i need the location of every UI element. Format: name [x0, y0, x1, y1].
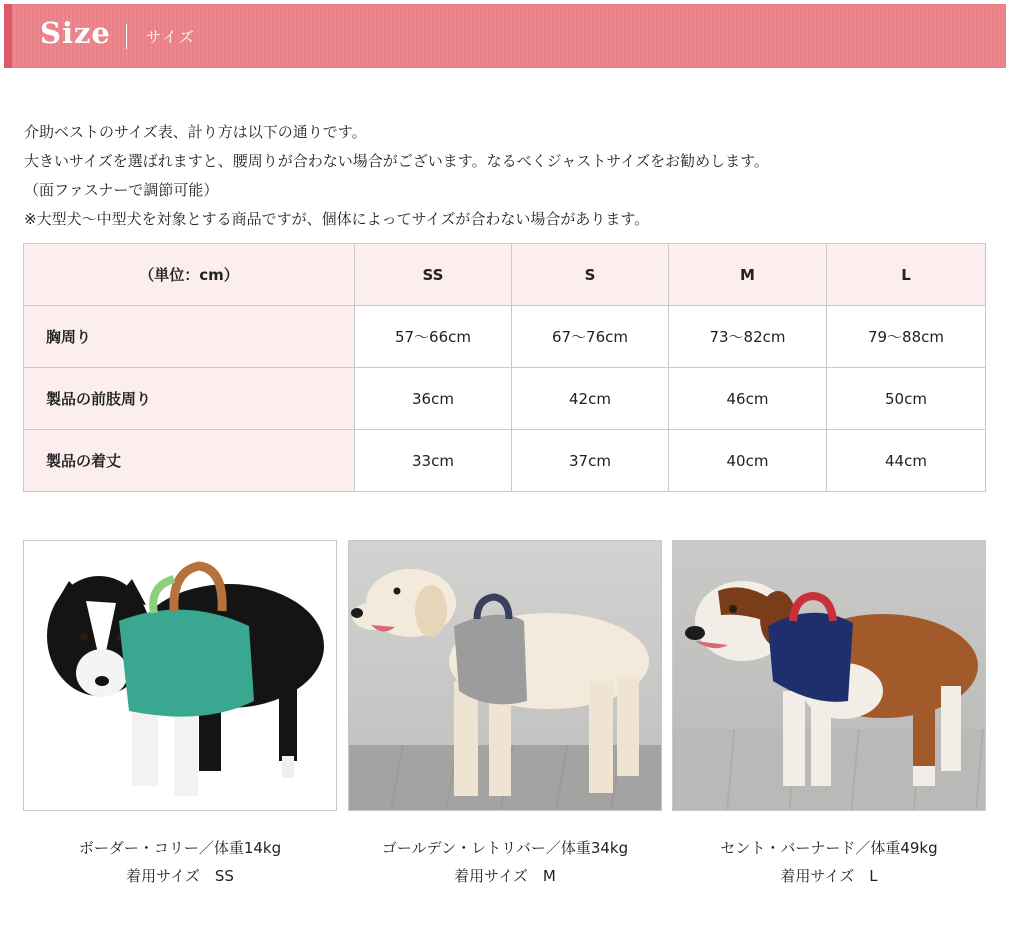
table-header-row [24, 244, 986, 306]
row-label: 胸周り [24, 306, 355, 368]
table-cell: 73～82cm [669, 306, 827, 368]
photo-gallery [23, 540, 987, 900]
photo-caption [348, 834, 662, 890]
dog-breed-weight: ゴールデン・レトリバー／体重34kg [381, 839, 629, 857]
table-cell: 79～88cm [827, 306, 986, 368]
section-header [4, 4, 1006, 68]
table-cell: 67～76cm [512, 306, 669, 368]
table-cell: 57～66cm [355, 306, 512, 368]
section-subtitle: サイズ [146, 28, 196, 46]
worn-size: 着用サイズ L [780, 867, 878, 885]
size-table [23, 243, 986, 492]
size-header: S [512, 244, 669, 306]
photo-caption [672, 834, 986, 890]
table-cell: 37cm [512, 430, 669, 492]
photo-caption [23, 834, 337, 890]
worn-size: 着用サイズ SS [126, 867, 234, 885]
worn-size: 着用サイズ M [454, 867, 556, 885]
intro-line: ※大型犬～中型犬を対象とする商品ですが、個体によってサイズが合わない場合があります。 [24, 210, 650, 228]
intro-text [24, 118, 769, 234]
table-cell: 50cm [827, 368, 986, 430]
table-row [24, 430, 986, 492]
table-cell: 40cm [669, 430, 827, 492]
photo-card [23, 540, 337, 890]
table-cell: 46cm [669, 368, 827, 430]
table-cell: 33cm [355, 430, 512, 492]
row-label: 製品の前肢周り [24, 368, 355, 430]
dog-photo [348, 540, 662, 811]
dog-photo [23, 540, 337, 811]
table-cell: 44cm [827, 430, 986, 492]
dog-breed-weight: セント・バーナード／体重49kg [720, 839, 938, 857]
size-header: L [827, 244, 986, 306]
table-cell: 42cm [512, 368, 669, 430]
intro-line: 介助ベストのサイズ表、計り方は以下の通りです。 [24, 123, 367, 141]
table-cell: 36cm [355, 368, 512, 430]
intro-line: 大きいサイズを選ばれますと、腰周りが合わない場合がございます。なるべくジャストサイズをお勧めします。 [24, 152, 769, 170]
title-divider [126, 24, 127, 49]
intro-line: （面ファスナーで調節可能） [24, 181, 219, 199]
photo-card [672, 540, 986, 890]
size-header: SS [355, 244, 512, 306]
dog-breed-weight: ボーダー・コリー／体重14kg [78, 839, 282, 857]
row-label: 製品の着丈 [24, 430, 355, 492]
unit-label: （単位：cm） [24, 244, 355, 306]
section-title: Size [40, 16, 111, 50]
size-header: M [669, 244, 827, 306]
table-row [24, 368, 986, 430]
dog-photo [672, 540, 986, 811]
table-row [24, 306, 986, 368]
photo-card [348, 540, 662, 890]
